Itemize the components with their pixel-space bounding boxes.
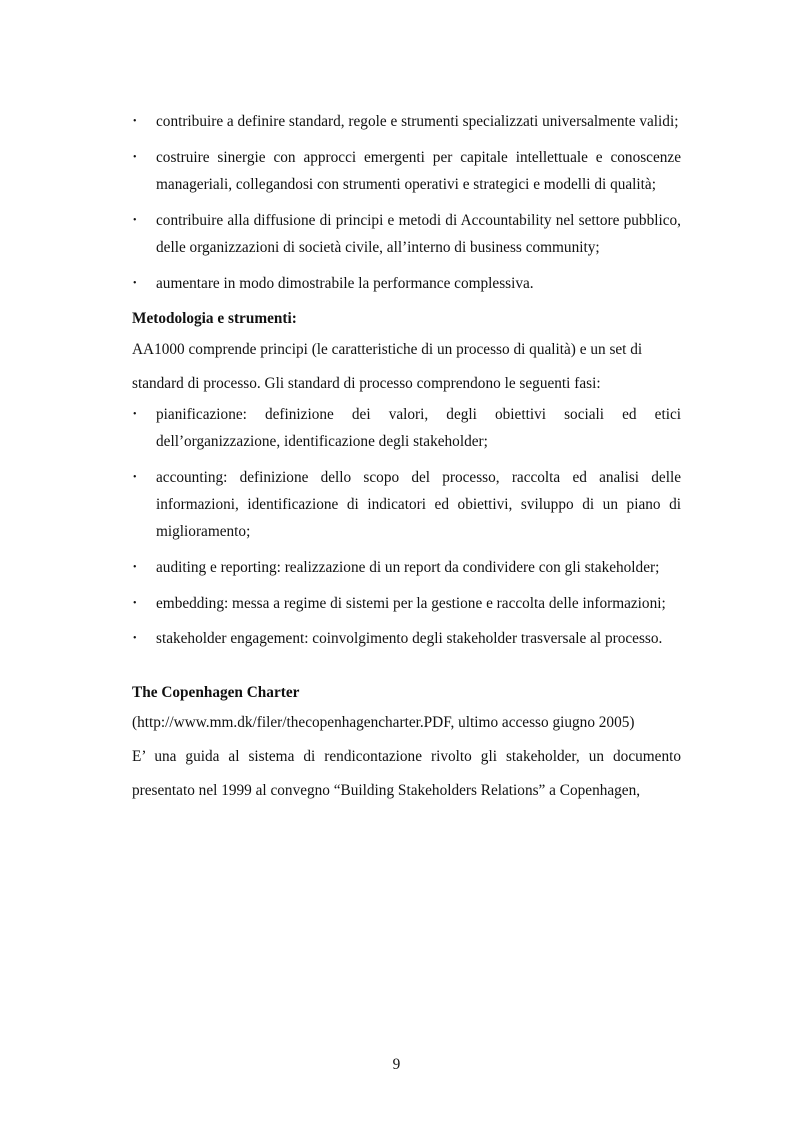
paragraph-aa1000-intro: AA1000 comprende principi (le caratteristiche di un processo di qualità) e un set di bbox=[132, 340, 643, 358]
bullet-icon: • bbox=[133, 408, 137, 420]
page-body bbox=[132, 108, 681, 808]
page-number: 9 bbox=[392, 1056, 401, 1073]
list-item bbox=[132, 554, 681, 581]
list-item bbox=[132, 401, 681, 456]
list-item bbox=[132, 144, 681, 199]
section-heading-copenhagen: The Copenhagen Charter bbox=[132, 683, 300, 701]
bullet-icon: • bbox=[133, 151, 137, 163]
list-item-text: stakeholder engagement: coinvolgimento degli stakeholder trasversale al processo. bbox=[156, 630, 663, 648]
bullet-icon: • bbox=[133, 597, 137, 609]
bullet-icon: • bbox=[133, 471, 137, 483]
section-heading-metodologia: Metodologia e strumenti: bbox=[132, 310, 297, 328]
paragraph-copenhagen-charter: E’ una guida al sistema di rendicontazione rivolto gli stakeholder, un documento presentato nel 1999 al convegno “Building Stakeholders Relations” a Copenhagen, bbox=[132, 747, 681, 799]
list-item-text: embedding: messa a regime di sistemi per la gestione e raccolta delle informazioni; bbox=[156, 594, 666, 612]
bullet-icon: • bbox=[133, 214, 137, 226]
bullet-icon: • bbox=[133, 633, 137, 645]
bullet-icon: • bbox=[133, 561, 137, 573]
list-item bbox=[132, 108, 681, 135]
list-item-text: contribuire a definire standard, regole e strumenti specializzati universalmente validi; bbox=[156, 113, 679, 130]
list-item bbox=[132, 464, 681, 546]
list-item-text: aumentare in modo dimostrabile la performance complessiva. bbox=[156, 274, 534, 292]
list-item-text: contribuire alla diffusione di principi e metodi di Accountability nel settore pubblico, delle organizzazioni di società civile, all’interno di business community; bbox=[156, 211, 681, 256]
bullet-list-phases bbox=[132, 401, 681, 653]
list-item-text: costruire sinergie con approcci emergenti per capitale intellettuale e conoscenze manageriali, collegandosi con strumenti operativi e strategici e modelli di qualità; bbox=[156, 148, 681, 193]
paragraph-process-standards: standard di processo. Gli standard di processo comprendono le seguenti fasi: bbox=[132, 374, 601, 392]
list-item-text: pianificazione: definizione dei valori, degli obiettivi sociali ed etici dell’organizzazione, identificazione degli stakeholder; bbox=[156, 405, 681, 450]
list-item bbox=[132, 590, 681, 617]
list-item-text: accounting: definizione dello scopo del processo, raccolta ed analisi delle informazioni, identificazione di indicatori ed obiettivi, sviluppo di un piano di miglioramento; bbox=[156, 468, 681, 541]
list-item-text: auditing e reporting: realizzazione di un report da condividere con gli stakeholder; bbox=[156, 558, 660, 576]
list-item bbox=[132, 270, 681, 297]
list-item bbox=[132, 207, 681, 262]
source-reference: (http://www.mm.dk/filer/thecopenhagencharter.PDF, ultimo accesso giugno 2005) bbox=[132, 713, 635, 731]
bullet-icon: • bbox=[133, 277, 137, 289]
list-item bbox=[132, 625, 681, 652]
bullet-list-objectives bbox=[132, 108, 681, 297]
bullet-icon: • bbox=[133, 116, 137, 127]
